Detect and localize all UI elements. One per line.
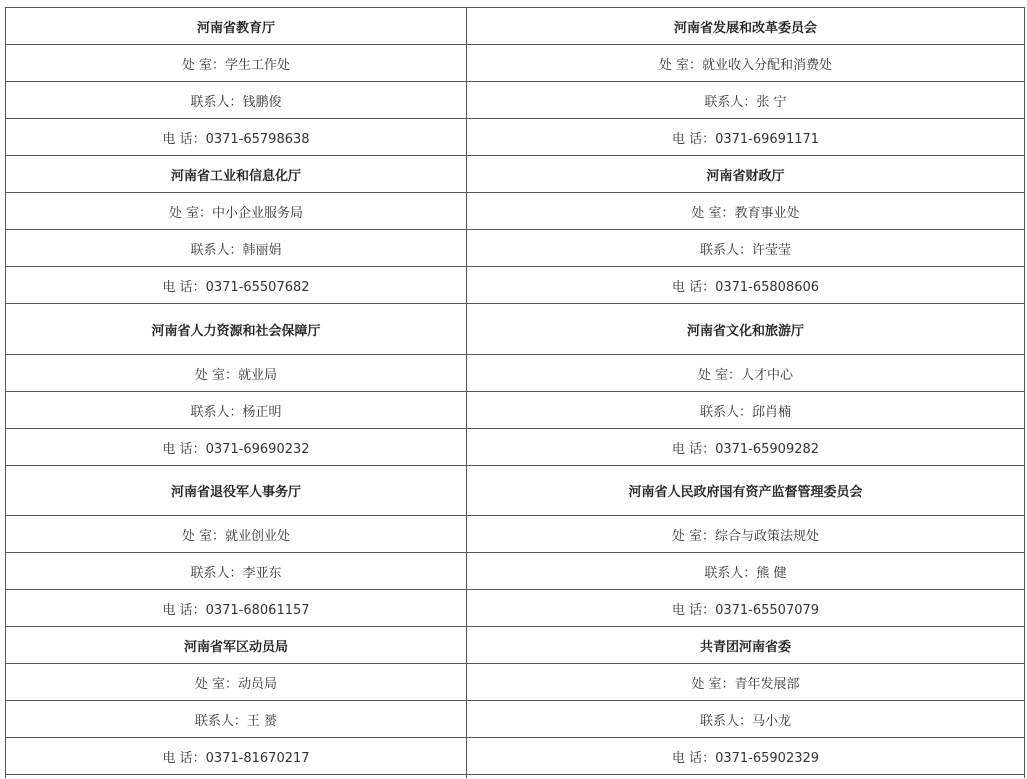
- table-row: [6, 392, 1025, 429]
- contact-person-cell: 联系人：邱肖楠: [467, 392, 1025, 429]
- office-cell: 处 室：就业创业处: [6, 516, 467, 553]
- table-row: [6, 119, 1025, 156]
- table-row: [6, 355, 1025, 392]
- table-row: [6, 429, 1025, 466]
- contact-person-cell: 联系人：韩丽娟: [6, 230, 467, 267]
- table-row: [6, 193, 1025, 230]
- contacts-table: [5, 7, 1025, 778]
- org-name-cell: 河南省工业和信息化厅: [6, 156, 467, 193]
- table-row: [6, 45, 1025, 82]
- contact-person-cell: 联系人：张 宁: [467, 82, 1025, 119]
- phone-cell: 电 话：0371-69691171: [467, 119, 1025, 156]
- phone-cell: 电 话：0371-65798638: [6, 119, 467, 156]
- phone-cell: 电 话：0371-65507682: [6, 267, 467, 304]
- table-row-next-partial: [6, 775, 1025, 779]
- contact-person-cell: 联系人：杨正明: [6, 392, 467, 429]
- table-row: [6, 82, 1025, 119]
- table-row: [6, 267, 1025, 304]
- org-name-cell: 河南省军区动员局: [6, 627, 467, 664]
- org-name-cell: 河南省文化和旅游厅: [467, 304, 1025, 355]
- phone-cell: 电 话：0371-68061157: [6, 590, 467, 627]
- org-name-cell: 河南省教育厅: [6, 8, 467, 45]
- phone-cell: 电 话：0371-81670217: [6, 738, 467, 775]
- table-row: [6, 230, 1025, 267]
- contact-person-cell: 联系人：许莹莹: [467, 230, 1025, 267]
- table-row: [6, 553, 1025, 590]
- office-cell: 处 室：动员局: [6, 664, 467, 701]
- table-row: [6, 156, 1025, 193]
- office-cell: 处 室：学生工作处: [6, 45, 467, 82]
- office-cell: 处 室：就业局: [6, 355, 467, 392]
- org-name-cell: 河南省发展和改革委员会: [467, 8, 1025, 45]
- table-row: [6, 738, 1025, 775]
- office-cell: 处 室：人才中心: [467, 355, 1025, 392]
- table-row: [6, 304, 1025, 355]
- office-cell: 处 室：教育事业处: [467, 193, 1025, 230]
- table-row: [6, 466, 1025, 516]
- table-row: [6, 664, 1025, 701]
- table-row: [6, 516, 1025, 553]
- contact-person-cell: 联系人：王 赟: [6, 701, 467, 738]
- phone-cell: 电 话：0371-69690232: [6, 429, 467, 466]
- org-name-cell: 河南省财政厅: [467, 156, 1025, 193]
- office-cell: 处 室：就业收入分配和消费处: [467, 45, 1025, 82]
- contact-person-cell: 联系人：李亚东: [6, 553, 467, 590]
- phone-cell: 电 话：0371-65902329: [467, 738, 1025, 775]
- table-row: [6, 701, 1025, 738]
- table-row: [6, 627, 1025, 664]
- table-cell: [467, 775, 1025, 779]
- office-cell: 处 室：青年发展部: [467, 664, 1025, 701]
- table-cell: [6, 775, 467, 779]
- contact-person-cell: 联系人：马小龙: [467, 701, 1025, 738]
- org-name-cell: 共青团河南省委: [467, 627, 1025, 664]
- phone-cell: 电 话：0371-65507079: [467, 590, 1025, 627]
- org-name-cell: 河南省人民政府国有资产监督管理委员会: [467, 466, 1025, 516]
- office-cell: 处 室：综合与政策法规处: [467, 516, 1025, 553]
- org-name-cell: 河南省退役军人事务厅: [6, 466, 467, 516]
- contact-person-cell: 联系人：钱鹏俊: [6, 82, 467, 119]
- phone-cell: 电 话：0371-65808606: [467, 267, 1025, 304]
- table-row: [6, 590, 1025, 627]
- org-name-cell: 河南省人力资源和社会保障厅: [6, 304, 467, 355]
- table-row: [6, 8, 1025, 45]
- office-cell: 处 室：中小企业服务局: [6, 193, 467, 230]
- phone-cell: 电 话：0371-65909282: [467, 429, 1025, 466]
- contact-person-cell: 联系人：熊 健: [467, 553, 1025, 590]
